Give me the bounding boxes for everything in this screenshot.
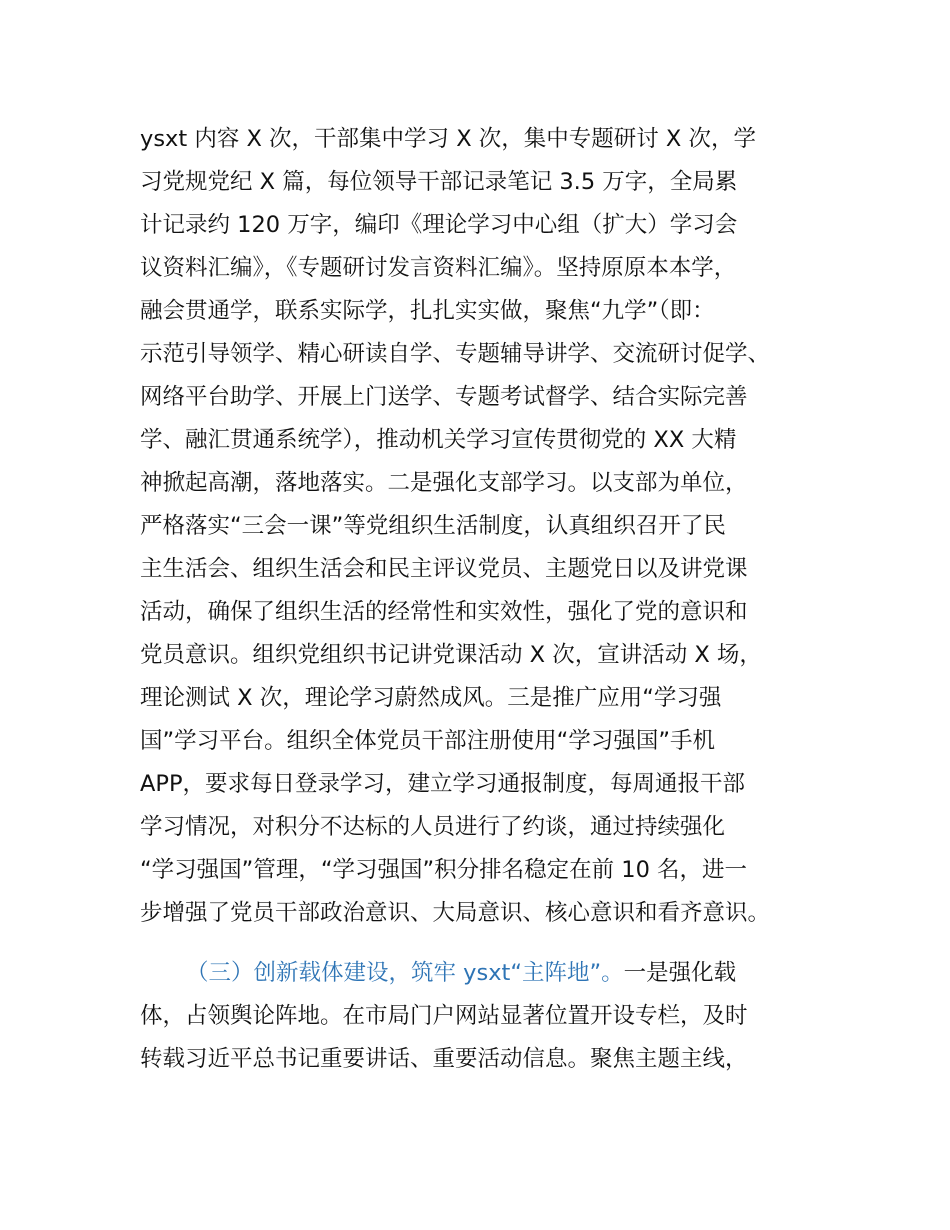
text-line: 网络平台助学、开展上门送学、专题考试督学、结合实际完善 — [140, 384, 748, 410]
text-line: 理论测试 X 次，理论学习蔚然成风。三是推广应用“学习强 — [140, 685, 722, 711]
text-line: 习党规党纪 X 篇，每位领导干部记录笔记 3.5 万字，全局累 — [140, 169, 738, 195]
section-heading: （三）创新载体建设，筑牢 ysxt“主阵地”。 — [186, 960, 624, 986]
text-line: 党员意识。组织党组织书记讲党课活动 X 次，宣讲活动 X 场， — [140, 642, 762, 668]
text-line: 活动，确保了组织生活的经常性和实效性，强化了党的意识和 — [140, 599, 748, 625]
text-line: 转载习近平总书记重要讲话、重要活动信息。聚焦主题主线， — [140, 1046, 748, 1072]
text-line: 融会贯通学，联系实际学，扎扎实实做，聚焦“九学”（即： — [140, 298, 715, 324]
text-line: “学习强国”管理，“学习强国”积分排名稳定在前 10 名，进一 — [140, 857, 748, 883]
text-line: 学习情况，对积分不达标的人员进行了约谈，通过持续强化 — [140, 814, 726, 840]
text-line: 严格落实“三会一课”等党组织生活制度，认真组织召开了民 — [140, 513, 726, 539]
text-line: 示范引导领学、精心研读自学、专题辅导讲学、交流研讨促学、 — [140, 341, 771, 367]
paragraph-carrier-construction — [140, 952, 840, 1081]
text-line — [140, 952, 840, 995]
text-line: 议资料汇编》，《专题研讨发言资料汇编》。坚持原原本本学， — [140, 255, 737, 281]
text-line: 计记录约 120 万字，编印《理论学习中心组（扩大）学习会 — [140, 212, 738, 238]
text-line: APP，要求每日登录学习，建立学习通报制度，每周通报干部 — [140, 771, 746, 797]
text-line: 学、融汇贯通系统学），推动机关学习宣传贯彻党的 XX 大精 — [140, 427, 737, 453]
text-line: 国”学习平台。组织全体党员干部注册使用“学习强国”手机 — [140, 728, 715, 754]
text-line-rest: 一是强化载 — [623, 960, 737, 986]
text-line: 神掀起高潮，落地落实。二是强化支部学习。以支部为单位， — [140, 470, 748, 496]
text-line: ysxt 内容 X 次，干部集中学习 X 次，集中专题研讨 X 次，学 — [140, 126, 756, 152]
text-line: 主生活会、组织生活会和民主评议党员、主题党日以及讲党课 — [140, 556, 748, 582]
text-line: 体，占领舆论阵地。在市局门户网站显著位置开设专栏，及时 — [140, 1003, 748, 1029]
paragraph-study-activities — [140, 118, 840, 935]
text-line: 步增强了党员干部政治意识、大局意识、核心意识和看齐意识。 — [140, 900, 771, 926]
